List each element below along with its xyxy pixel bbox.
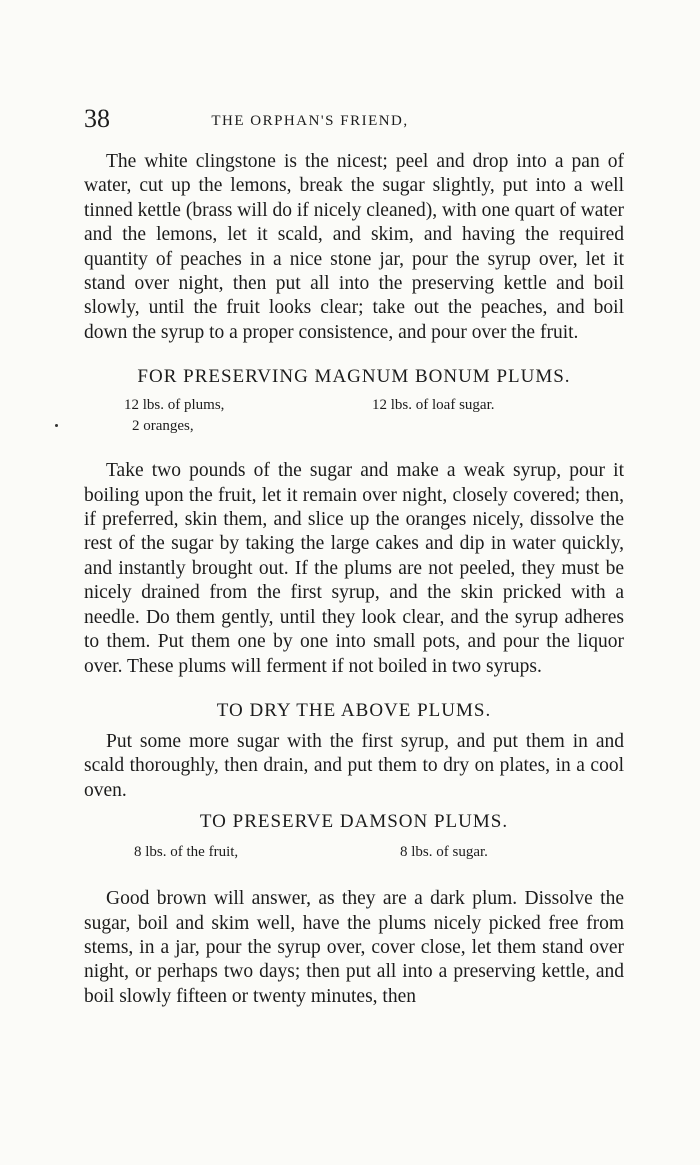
running-title: THE ORPHAN'S FRIEND, <box>211 113 409 129</box>
damson-plums-heading: TO PRESERVE DAMSON PLUMS. <box>199 811 509 833</box>
ingredient-oranges: 2 oranges, <box>132 418 194 435</box>
damson-ingredients <box>84 842 624 863</box>
page-header <box>84 104 624 136</box>
dry-plums-paragraph: Put some more sugar with the first syrup, and put them in and scald thoroughly, then drain, and put them to dry on plates, in a cool oven. <box>84 730 624 801</box>
stray-mark <box>55 424 58 427</box>
ingredient-plums: 12 lbs. of plums, <box>124 397 225 414</box>
peach-recipe-paragraph: The white clingstone is the nicest; peel and drop into a pan of water, cut up the lemons, break the sugar slightly, put into a well tinned kettle (brass will do if nicely cleaned), with one quart of water and the lemons, let it scald, and skim, and having the required quantity of peaches in a nice stone jar, pour the syrup over, let it stand over night, then put all into the preserving kettle and boil slowly, until the fruit looks clear; take out the peaches, and boil down the syrup to a proper consistence, and pour over the fruit. <box>84 151 624 343</box>
dry-plums-heading: TO DRY THE ABOVE PLUMS. <box>216 699 492 721</box>
damson-paragraph: Good brown will answer, as they are a dark plum. Dissolve the sugar, boil and skim well, have the plums nicely picked free from stems, in a jar, pour the syrup over, cover close, let them stand over night, or perhaps two days; then put all into a preserving kettle, and boil slowly fifteen or twenty minutes, then <box>84 888 624 1007</box>
magnum-bonum-heading: FOR PRESERVING MAGNUM BONUM PLUMS. <box>137 366 571 388</box>
page-body <box>84 150 624 1009</box>
magnum-ingredients <box>84 395 624 437</box>
ingredient-sugar: 8 lbs. of sugar. <box>400 844 488 861</box>
ingredient-fruit: 8 lbs. of the fruit, <box>134 844 239 861</box>
ingredient-loaf-sugar: 12 lbs. of loaf sugar. <box>372 397 495 414</box>
page-number: 38 <box>84 104 110 133</box>
magnum-bonum-paragraph: Take two pounds of the sugar and make a weak syrup, pour it boiling upon the fruit, let it remain over night, closely covered; then, if preferred, skin them, and slice up the oranges nicely, dissolve the rest of the sugar by taking the large cakes and dip in water quickly, and instantly brought out. If the plums are not peeled, they must be nicely drained from the first syrup, and the skin pricked with a needle. Do them gently, until they look clear, and the syrup adheres to them. Put them one by one into small pots, and pour the liquor over. These plums will ferment if not boiled in two syrups. <box>84 460 624 677</box>
